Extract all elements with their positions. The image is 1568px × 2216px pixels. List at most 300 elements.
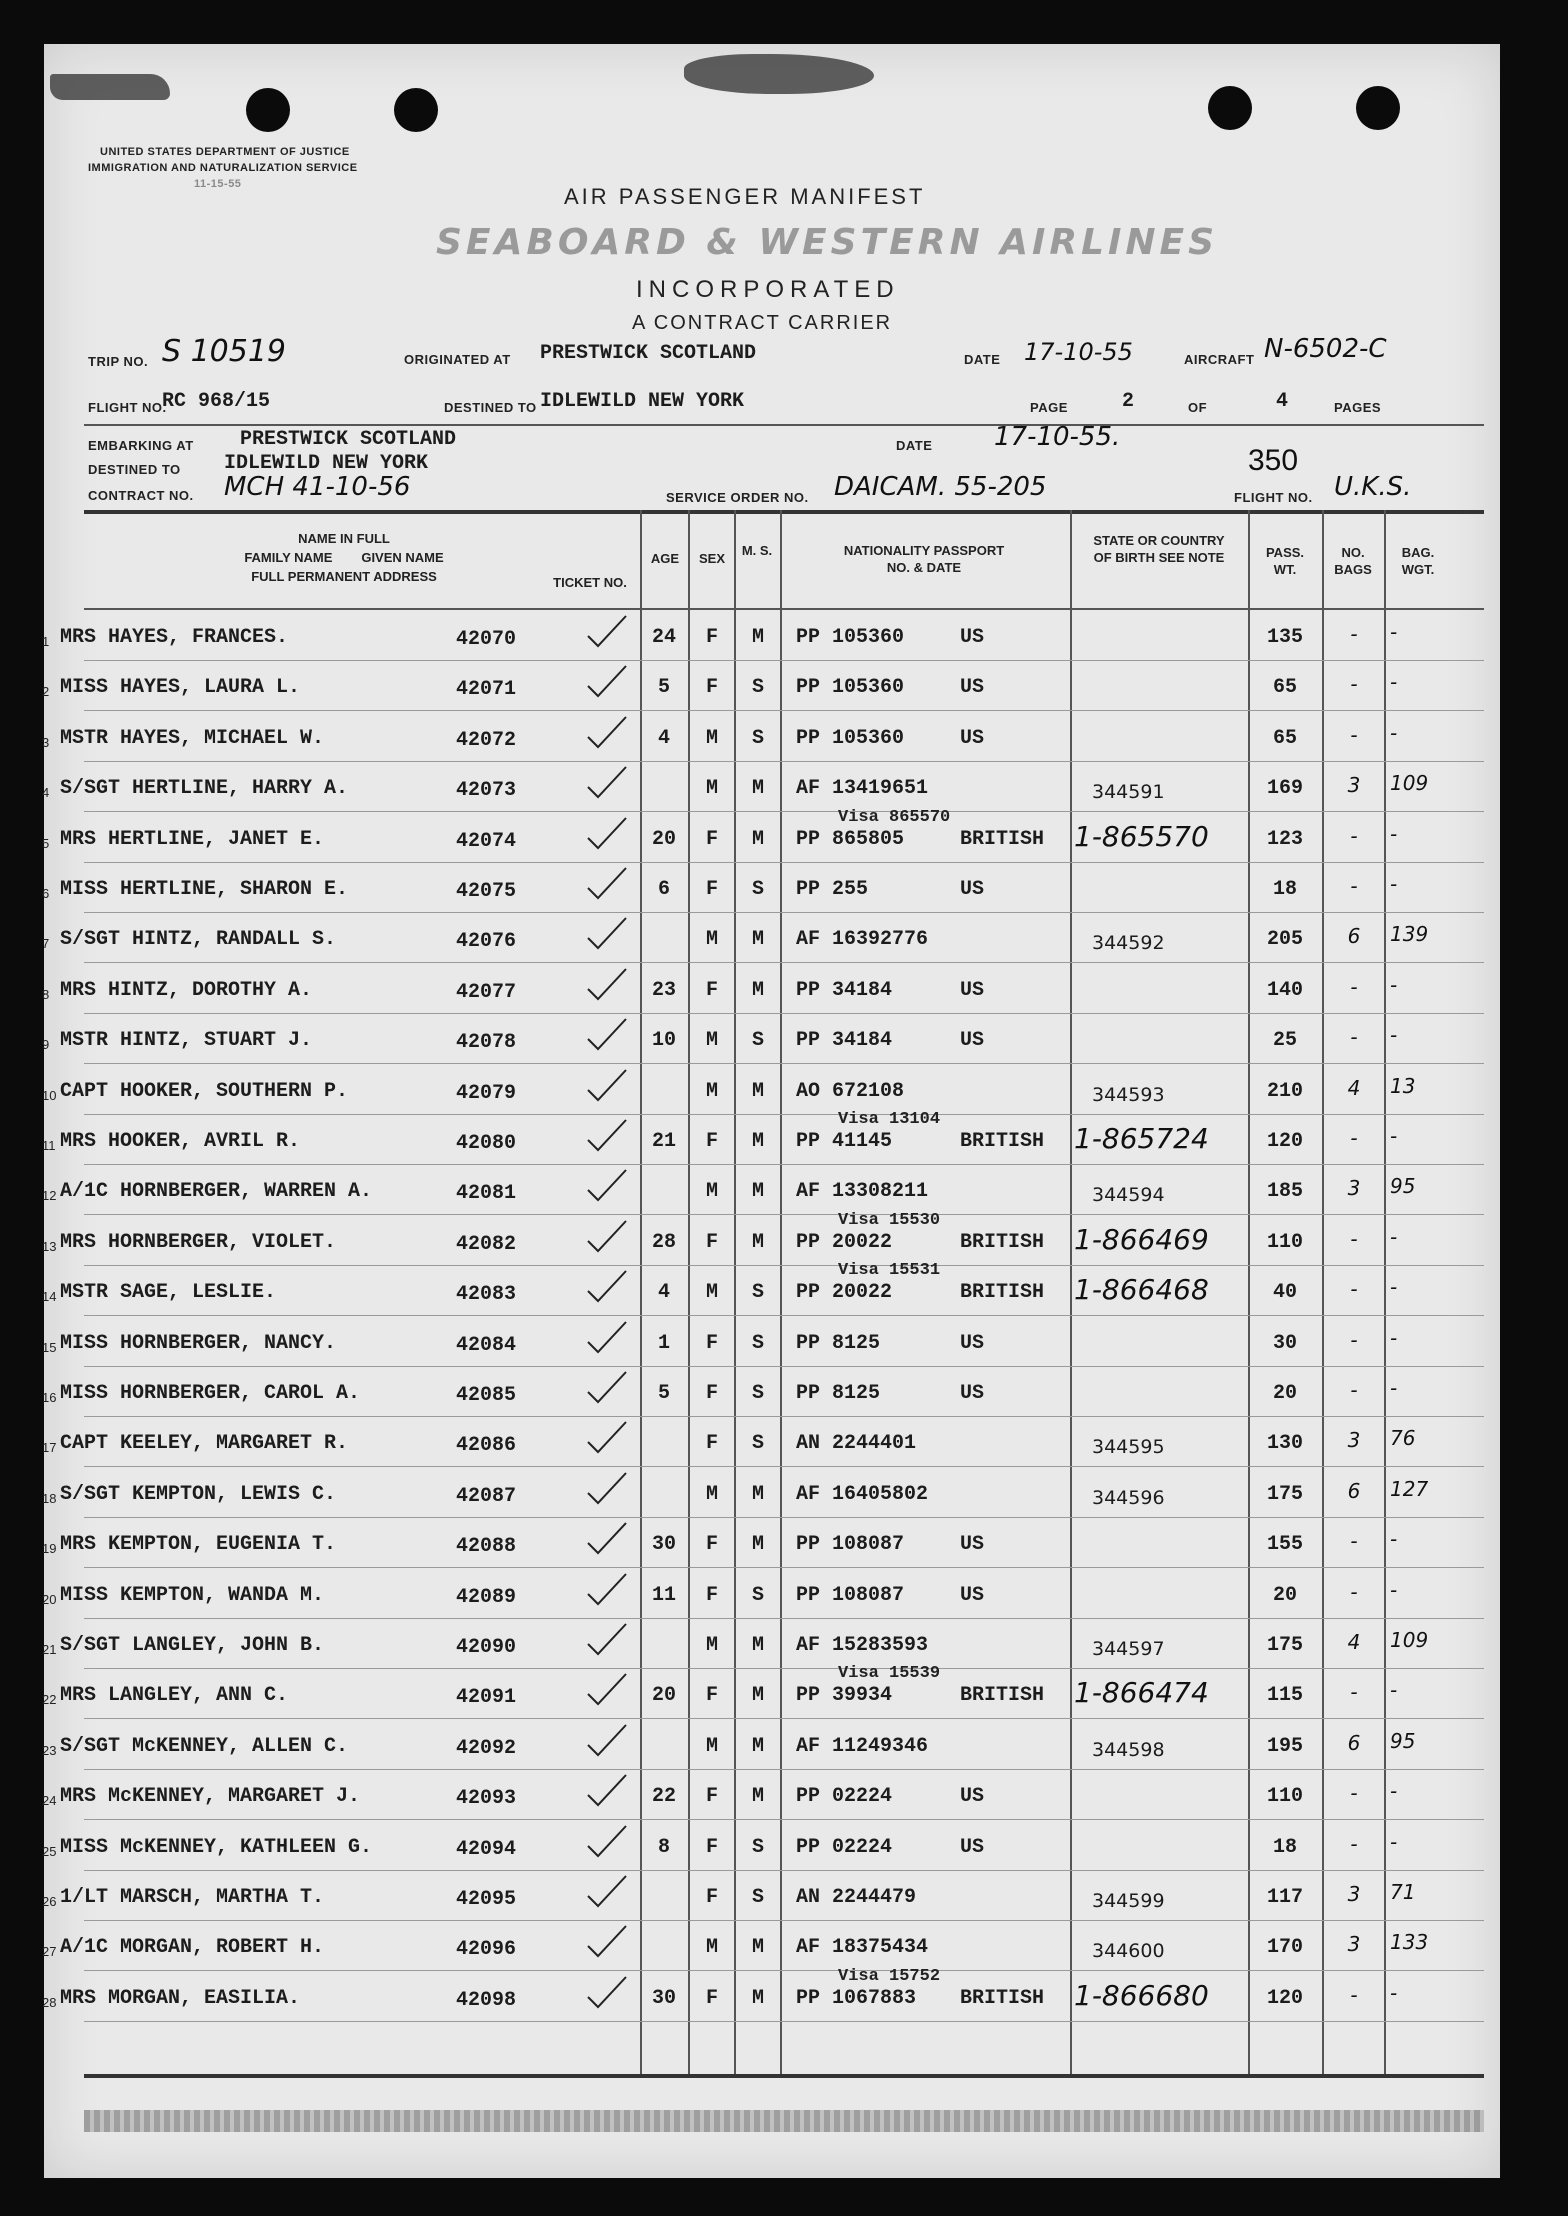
row-rule: [84, 1970, 1484, 1971]
cell-nat: US: [960, 878, 985, 901]
check-mark-icon: [584, 1771, 630, 1809]
cell-ms: M: [751, 1230, 764, 1254]
check-mark-icon: [584, 1872, 630, 1910]
cell-state: 344595: [1092, 1436, 1165, 1459]
trip-no-value: S 10519: [162, 334, 287, 369]
cell-bw: -: [1390, 670, 1398, 695]
cell-state: 344592: [1092, 932, 1165, 955]
cell-ms: M: [751, 777, 764, 801]
check-mark-icon: [584, 1570, 630, 1608]
cell-pw: 40: [1272, 1281, 1297, 1305]
cell-passport: AO 672108: [796, 1079, 905, 1103]
check-mark-icon: [584, 1066, 630, 1104]
row-rule: [84, 1315, 1484, 1316]
col-header-bags: NO. BAGS: [1334, 545, 1372, 577]
cell-bw: -: [1390, 1325, 1398, 1350]
col-divider: [1384, 510, 1386, 2074]
cell-nat: BRITISH: [960, 1986, 1045, 2010]
cell-ticket: 42087: [456, 1484, 517, 1508]
form-title: AIR PASSENGER MANIFEST: [564, 184, 926, 209]
row-rule: [84, 1416, 1484, 1417]
cell-sex: F: [705, 878, 718, 901]
cell-bw: 95: [1390, 1728, 1416, 1753]
date-label: DATE: [964, 352, 1001, 367]
cell-state: 344596: [1092, 1486, 1165, 1509]
cell-passport: PP 108087: [796, 1533, 905, 1557]
cell-name: MISS HORNBERGER, NANCY.: [60, 1331, 337, 1355]
cell-bags: -: [1350, 1579, 1358, 1604]
check-mark-icon: [584, 612, 630, 650]
col-header-pass-wt: PASS. WT.: [1265, 545, 1305, 577]
cell-pw: 18: [1272, 878, 1297, 901]
cell-nat: US: [960, 1533, 985, 1557]
check-mark-icon: [584, 1368, 630, 1406]
cell-n: 1: [42, 634, 50, 649]
check-mark-icon: [584, 1469, 630, 1507]
cell-name: MRS HINTZ, DOROTHY A.: [60, 978, 313, 1002]
cell-bags: -: [1350, 1277, 1358, 1302]
cell-ms: M: [751, 827, 764, 851]
cell-bw: -: [1390, 821, 1398, 846]
cell-passport: AF 15283593: [796, 1634, 929, 1657]
cell-visa: Visa 865570: [838, 807, 951, 827]
cell-passport: AF 13419651: [796, 777, 929, 801]
cell-bags: 6: [1347, 924, 1361, 949]
cell-bw: 95: [1390, 1174, 1416, 1199]
cell-passport: PP 105360: [796, 726, 905, 750]
check-mark-icon: [584, 914, 630, 952]
cell-passport: PP 8125: [796, 1331, 881, 1355]
row-rule: [84, 761, 1484, 762]
cell-ms: M: [751, 1130, 764, 1153]
cell-pw: 155: [1266, 1533, 1303, 1557]
cell-sex: M: [705, 1029, 718, 1053]
destined2-label: DESTINED TO: [88, 462, 181, 477]
check-mark-icon: [584, 1973, 630, 2011]
cell-nat: BRITISH: [960, 1230, 1045, 1254]
cell-ms: M: [751, 1079, 764, 1103]
cell-bw: -: [1390, 1527, 1398, 1552]
cell-ms: M: [751, 1180, 764, 1204]
cell-state: 344600: [1092, 1940, 1165, 1963]
cell-visa: Visa 15531: [838, 1261, 941, 1281]
cell-sex: M: [705, 1734, 718, 1758]
col-header-nationality: NATIONALITY PASSPORT NO. & DATE: [843, 543, 1005, 575]
row-rule: [84, 1668, 1484, 1669]
cell-bags: -: [1350, 622, 1358, 646]
row-rule: [84, 1114, 1484, 1115]
cell-ticket: 42079: [456, 1081, 517, 1105]
destined-value: IDLEWILD NEW YORK: [540, 390, 745, 413]
cell-ticket: 42088: [456, 1535, 517, 1559]
check-mark-icon: [584, 763, 630, 801]
punch-hole: [394, 88, 438, 132]
cell-bw: 133: [1390, 1930, 1429, 1955]
punch-hole: [246, 88, 290, 132]
cell-sex: M: [705, 1936, 718, 1960]
cell-bw: 71: [1390, 1880, 1416, 1904]
cell-ms: M: [751, 1936, 764, 1960]
date2-value: 17-10-55.: [994, 422, 1121, 452]
cell-bw: 139: [1390, 922, 1429, 947]
flight-no-value: RC 968/15: [162, 390, 271, 413]
cell-n: 20: [42, 1591, 57, 1607]
cell-ticket: 42093: [456, 1787, 517, 1811]
cell-name: MISS HAYES, LAURA L.: [60, 676, 301, 700]
cell-n: 23: [42, 1742, 57, 1758]
cell-age: 4: [657, 1281, 670, 1305]
agency-line-2: IMMIGRATION AND NATURALIZATION SERVICE: [88, 162, 358, 174]
col-divider: [1070, 510, 1072, 2074]
cell-bw: -: [1390, 720, 1398, 745]
flight-no-label: FLIGHT NO.: [88, 400, 167, 415]
col-divider: [780, 510, 782, 2074]
cell-state: 344598: [1092, 1738, 1165, 1761]
cell-passport: AF 11249346: [796, 1734, 929, 1758]
cell-ticket: 42094: [456, 1837, 517, 1861]
cell-age: 20: [651, 1684, 676, 1708]
cell-n: 26: [42, 1894, 57, 1909]
cell-n: 9: [42, 1037, 50, 1053]
row-rule: [84, 862, 1484, 863]
cell-ms: M: [751, 1634, 764, 1657]
cell-bags: 6: [1347, 1730, 1361, 1755]
cell-n: 8: [42, 986, 50, 1002]
cell-n: 13: [42, 1238, 57, 1254]
cell-name: CAPT KEELEY, MARGARET R.: [60, 1432, 349, 1456]
cell-nat: US: [960, 1785, 985, 1809]
cell-bags: 4: [1347, 1075, 1361, 1100]
cell-passport: PP 865805: [796, 827, 905, 851]
cell-ticket: 42073: [456, 779, 517, 803]
destined2-value: IDLEWILD NEW YORK: [224, 452, 429, 475]
cell-n: 3: [42, 734, 50, 750]
cell-pw: 205: [1266, 928, 1303, 952]
check-mark-icon: [584, 1620, 630, 1658]
check-mark-icon: [584, 1116, 630, 1154]
cell-passport: PP 20022: [796, 1230, 893, 1254]
cell-bw: 109: [1390, 1628, 1429, 1652]
of-value: 4: [1276, 390, 1289, 413]
cell-ticket: 42077: [456, 980, 517, 1004]
cell-bw: -: [1390, 972, 1398, 997]
check-mark-icon: [584, 713, 630, 751]
cell-name: A/1C MORGAN, ROBERT H.: [60, 1936, 325, 1960]
carrier-type: A CONTRACT CARRIER: [632, 312, 893, 334]
service-order-value: DAICAM. 55-205: [834, 472, 1047, 502]
cell-bags: 3: [1347, 1176, 1361, 1201]
cell-bags: -: [1350, 1831, 1358, 1856]
table-top-rule: [84, 510, 1484, 514]
agency-line-1: UNITED STATES DEPARTMENT OF JUSTICE: [100, 146, 350, 158]
cell-ticket: 42076: [456, 930, 517, 954]
cell-bags: -: [1350, 672, 1358, 697]
cell-n: 27: [42, 1944, 57, 1960]
cell-nat: US: [960, 626, 985, 649]
cell-pw: 185: [1266, 1180, 1303, 1204]
cell-bw: -: [1390, 1224, 1398, 1249]
footer-smear: [84, 2110, 1484, 2132]
cell-bags: -: [1350, 874, 1358, 898]
cell-ms: M: [751, 928, 764, 952]
col-header-name-3: FULL PERMANENT ADDRESS: [251, 569, 437, 584]
cell-ms: S: [751, 676, 764, 700]
cell-age: 21: [651, 1130, 676, 1153]
cell-passport: AF 18375434: [796, 1936, 929, 1960]
cell-passport: PP 255: [796, 878, 869, 901]
col-header-ms: M. S.: [741, 543, 773, 558]
cell-name: MSTR HINTZ, STUART J.: [60, 1029, 313, 1053]
cell-sex: F: [705, 1331, 718, 1355]
originated-label: ORIGINATED AT: [404, 352, 511, 367]
col-header-age: AGE: [650, 551, 680, 566]
cell-state: 344591: [1092, 781, 1165, 804]
page-label: PAGE: [1030, 400, 1068, 415]
cell-passport: PP 34184: [796, 1029, 893, 1053]
ink-smudge: [684, 54, 874, 94]
cell-age: 28: [651, 1230, 676, 1254]
cell-sex: F: [705, 1382, 718, 1405]
check-mark-icon: [584, 1721, 630, 1759]
cell-name: S/SGT McKENNEY, ALLEN C.: [60, 1734, 349, 1758]
cell-ms: S: [751, 1583, 764, 1607]
cell-sex: F: [705, 676, 718, 700]
cell-age: 5: [657, 1382, 670, 1405]
cell-bw: -: [1390, 1023, 1398, 1048]
cell-passport: PP 1067883: [796, 1986, 917, 2010]
cell-ticket: 42096: [456, 1938, 517, 1962]
check-mark-icon: [584, 1015, 630, 1053]
cell-pw: 175: [1266, 1482, 1303, 1506]
cell-ticket: 42078: [456, 1031, 517, 1055]
check-mark-icon: [584, 1822, 630, 1860]
cell-bags: -: [1350, 1327, 1358, 1352]
cell-state: 344593: [1092, 1083, 1165, 1106]
cell-nat: US: [960, 1583, 985, 1607]
cell-nat: BRITISH: [960, 827, 1045, 851]
header-rule: [84, 424, 1484, 426]
cell-nat: US: [960, 726, 985, 750]
ink-smudge: [50, 74, 170, 100]
cell-bags: -: [1350, 1126, 1358, 1150]
check-mark-icon: [584, 1217, 630, 1255]
cell-bags: 3: [1347, 1932, 1361, 1957]
cell-passport: PP 8125: [796, 1382, 881, 1405]
cell-sex: M: [705, 1180, 718, 1204]
cell-bags: 4: [1347, 1630, 1361, 1654]
incorporated-label: INCORPORATED: [636, 276, 900, 303]
cell-age: 6: [657, 878, 670, 901]
cell-pw: 65: [1272, 726, 1297, 750]
cell-ms: S: [751, 1886, 764, 1909]
cell-state: 344599: [1092, 1890, 1165, 1912]
embarking-value: PRESTWICK SCOTLAND: [240, 428, 457, 451]
row-rule: [84, 1366, 1484, 1367]
cell-passport: PP 34184: [796, 978, 893, 1002]
row-rule: [84, 962, 1484, 963]
cell-bags: 3: [1347, 773, 1361, 798]
cell-nat: BRITISH: [960, 1130, 1045, 1153]
cell-pw: 169: [1266, 777, 1303, 801]
cell-ms: S: [751, 1331, 764, 1355]
cell-bw: -: [1390, 1577, 1398, 1602]
cell-pw: 65: [1272, 676, 1297, 700]
cell-ticket: 42083: [456, 1283, 517, 1307]
cell-nat: US: [960, 1331, 985, 1355]
aircraft-value: N-6502-C: [1264, 334, 1387, 364]
col-header-bag-wt: BAG. WGT.: [1401, 545, 1435, 577]
cell-state: 1-865724: [1074, 1122, 1209, 1155]
cell-n: 22: [42, 1692, 57, 1708]
cell-bw: -: [1390, 620, 1398, 644]
cell-bw: -: [1390, 872, 1398, 896]
trip-no-label: TRIP NO.: [88, 354, 149, 369]
cell-ticket: 42092: [456, 1736, 517, 1760]
agency-date: 11-15-55: [194, 178, 242, 190]
cell-name: MRS HORNBERGER, VIOLET.: [60, 1230, 337, 1254]
cell-pw: 120: [1266, 1130, 1303, 1153]
cell-ticket: 42072: [456, 728, 517, 752]
cell-pw: 195: [1266, 1734, 1303, 1758]
row-rule: [84, 912, 1484, 913]
cell-age: 8: [657, 1835, 670, 1859]
cell-age: 30: [651, 1986, 676, 2010]
cell-ms: M: [751, 1482, 764, 1506]
row-rule: [84, 1819, 1484, 1820]
cell-name: S/SGT LANGLEY, JOHN B.: [60, 1634, 325, 1657]
cell-sex: F: [705, 626, 718, 649]
cell-name: MISS HERTLINE, SHARON E.: [60, 878, 349, 901]
cell-n: 2: [42, 684, 50, 700]
cell-age: 24: [651, 626, 676, 649]
page-value: 2: [1122, 390, 1135, 413]
cell-age: 30: [651, 1533, 676, 1557]
cell-age: 4: [657, 726, 670, 750]
cell-n: 21: [42, 1642, 57, 1657]
row-rule: [84, 710, 1484, 711]
cell-bags: -: [1350, 1680, 1358, 1705]
cell-state: 1-865570: [1074, 819, 1209, 853]
cell-ms: M: [751, 978, 764, 1002]
cell-visa: Visa 13104: [838, 1110, 941, 1129]
cell-bw: -: [1390, 1376, 1398, 1400]
cell-name: MRS HERTLINE, JANET E.: [60, 827, 325, 851]
cell-pw: 20: [1272, 1382, 1297, 1405]
cell-state: 344597: [1092, 1638, 1165, 1660]
cell-ticket: 42071: [456, 678, 517, 702]
cell-ticket: 42070: [456, 628, 517, 651]
cell-n: 25: [42, 1843, 57, 1859]
cell-nat: US: [960, 1382, 985, 1405]
cell-sex: F: [705, 1130, 718, 1153]
cell-pw: 135: [1266, 626, 1303, 649]
cell-passport: PP 20022: [796, 1281, 893, 1305]
cell-pw: 120: [1266, 1986, 1303, 2010]
row-rule: [84, 1769, 1484, 1770]
cell-pw: 117: [1266, 1886, 1303, 1909]
cell-sex: F: [705, 1432, 718, 1456]
cell-name: A/1C HORNBERGER, WARREN A.: [60, 1180, 373, 1204]
cell-n: 24: [42, 1793, 57, 1809]
cell-ticket: 42074: [456, 829, 517, 853]
cell-age: 22: [651, 1785, 676, 1809]
cell-passport: PP 39934: [796, 1684, 893, 1708]
cell-bags: -: [1350, 1378, 1358, 1402]
cell-visa: Visa 15539: [838, 1664, 941, 1684]
cell-nat: US: [960, 978, 985, 1002]
cell-pw: 20: [1272, 1583, 1297, 1607]
cell-name: MISS KEMPTON, WANDA M.: [60, 1583, 325, 1607]
cell-name: MRS HAYES, FRANCES.: [60, 626, 289, 649]
row-rule: [84, 2021, 1484, 2022]
cell-bw: 13: [1390, 1073, 1416, 1098]
contract-label: CONTRACT NO.: [88, 488, 194, 503]
of-label: OF: [1188, 400, 1208, 415]
check-mark-icon: [584, 814, 630, 852]
cell-name: MRS McKENNEY, MARGARET J.: [60, 1785, 361, 1809]
cell-n: 15: [42, 1339, 57, 1355]
cell-sex: F: [705, 827, 718, 851]
cell-age: 20: [651, 827, 676, 851]
cell-sex: M: [705, 928, 718, 952]
cell-n: 6: [42, 886, 50, 901]
cell-age: 5: [657, 676, 670, 700]
cell-n: 4: [42, 785, 50, 801]
cell-name: MISS McKENNEY, KATHLEEN G.: [60, 1835, 373, 1859]
col-header-state: STATE OR COUNTRY OF BIRTH SEE NOTE: [1093, 533, 1225, 565]
cell-bags: -: [1350, 1226, 1358, 1251]
table-bottom-rule: [84, 2074, 1484, 2078]
cell-sex: M: [705, 777, 718, 801]
cell-ms: M: [751, 1734, 764, 1758]
row-rule: [84, 1567, 1484, 1568]
cell-name: MISS HORNBERGER, CAROL A.: [60, 1382, 361, 1405]
cell-state: 1-866474: [1074, 1676, 1209, 1710]
check-mark-icon: [584, 1418, 630, 1456]
row-rule: [84, 1466, 1484, 1467]
cell-sex: F: [705, 978, 718, 1002]
manifest-sheet: [44, 44, 1500, 2178]
cell-bags: 3: [1347, 1428, 1361, 1453]
cell-sex: M: [705, 1079, 718, 1103]
aircraft-label: AIRCRAFT: [1184, 352, 1255, 367]
cell-ticket: 42098: [456, 1988, 517, 2012]
cell-n: 18: [42, 1490, 57, 1506]
cell-sex: F: [705, 1533, 718, 1557]
cell-pw: 210: [1266, 1079, 1303, 1103]
cell-ms: S: [751, 1281, 764, 1305]
cell-ticket: 42091: [456, 1686, 517, 1710]
cell-n: 10: [42, 1087, 57, 1103]
cell-n: 11: [42, 1138, 56, 1153]
cell-sex: F: [705, 1886, 718, 1909]
cell-bw: 127: [1390, 1476, 1429, 1501]
cell-visa: Visa 15752: [838, 1966, 941, 1986]
cell-n: 7: [42, 936, 50, 952]
row-rule: [84, 1265, 1484, 1266]
cell-pw: 123: [1266, 827, 1303, 851]
col-header-name-2: FAMILY NAME GIVEN NAME: [244, 550, 444, 565]
cell-pw: 30: [1272, 1331, 1297, 1355]
cell-bw: -: [1390, 1678, 1398, 1703]
row-rule: [84, 1164, 1484, 1165]
cell-ticket: 42085: [456, 1384, 517, 1407]
cell-name: S/SGT HINTZ, RANDALL S.: [60, 928, 337, 952]
cell-nat: BRITISH: [960, 1281, 1045, 1305]
cell-pw: 115: [1266, 1684, 1303, 1708]
date-value: 17-10-55: [1024, 338, 1133, 366]
cell-ticket: 42081: [456, 1182, 517, 1206]
